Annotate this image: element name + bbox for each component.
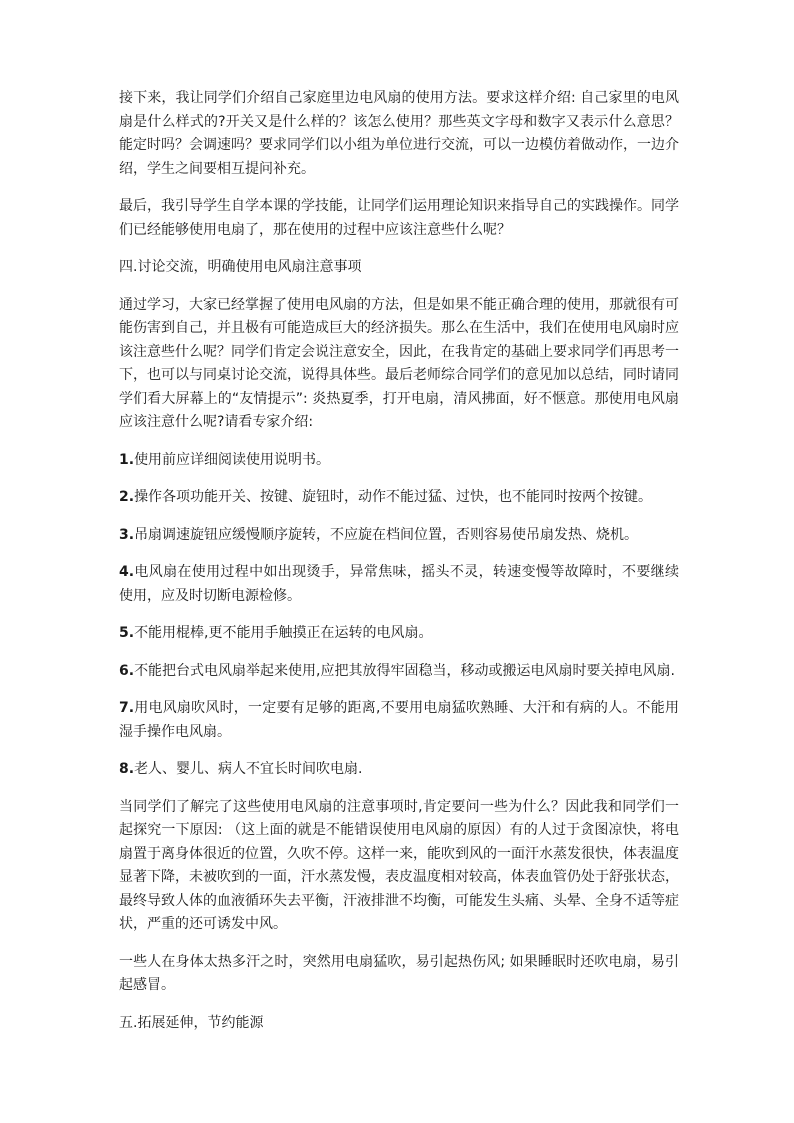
paragraph-cold-warning: 一些人在身体太热多汗之时，突然用电扇猛吹，易引起热伤风; 如果睡眠时还吹电扇，易引起感冒。 bbox=[119, 953, 679, 993]
tip-number: 3. bbox=[119, 526, 135, 543]
tip-number: 6. bbox=[119, 662, 135, 679]
tip-item-4 bbox=[119, 561, 679, 608]
paragraph-discussion-intro: 通过学习，大家已经掌握了使用电风扇的方法，但是如果不能正确合理的使用，那就很有可能伤害到自己，并且极有可能造成巨大的经济损失。那么在生活中，我们在使用电风扇时应该注意些什么呢？同学们肯定会说注意安全，因此，在我肯定的基础上要求同学们再思考一下，也可以与同桌讨论交流，说得具体些。最后老师综合同学们的意见加以总结，同时请同学们看大屏幕上的“友情提示”: 炎热夏季，打开电扇，清风拂面，好不惬意。那使用电风扇应该注意什么呢?请看专家介绍: bbox=[119, 296, 679, 430]
tip-item-6 bbox=[119, 660, 679, 684]
tip-text: 操作各项功能开关、按键、旋钮时，动作不能过猛、过快，也不能同时按两个按键。 bbox=[134, 489, 653, 505]
tip-item-7 bbox=[119, 697, 679, 744]
section-heading-extension: 五.拓展延伸，节约能源 bbox=[119, 1014, 264, 1031]
tip-text: 吊扇调速旋钮应缓慢顺序旋转，不应旋在档间位置，否则容易使吊扇发热、烧机。 bbox=[134, 526, 639, 543]
tip-text: 老人、婴儿、病人不宜长时间吹电扇. bbox=[134, 761, 363, 777]
tip-item-2 bbox=[119, 486, 679, 510]
tip-text: 用电风扇吹风时，一定要有足够的距离,不要用电扇猛吹熟睡、大汗和有病的人。不能用湿手操作电风扇。 bbox=[119, 700, 679, 740]
tip-number: 4. bbox=[119, 564, 135, 580]
tip-text: 电风扇在使用过程中如出现烫手，异常焦味，摇头不灵，转速变慢等故障时，不要继续使用，应及时切断电源检修。 bbox=[119, 564, 679, 604]
tip-number: 7. bbox=[119, 700, 135, 716]
tip-number: 5. bbox=[119, 625, 135, 641]
tip-item-8 bbox=[119, 758, 679, 782]
tip-number: 8. bbox=[119, 761, 135, 777]
tip-item-5 bbox=[119, 622, 679, 646]
tip-item-1 bbox=[119, 449, 679, 473]
tip-text: 使用前应详细阅读使用说明书。 bbox=[134, 451, 331, 468]
tip-number: 2. bbox=[119, 489, 135, 505]
paragraph-introduce-fans: 接下来，我让同学们介绍自己家庭里边电风扇的使用方法。要求这样介绍: 自己家里的电风扇是什么样式的?开关又是什么样的？该怎么使用？那些英文字母和数字又表示什么意思？能定时吗？会调速吗？要求同学们以小组为单位进行交流，可以一边模仿着做动作，一边介绍，学生之间要相互提问补充。 bbox=[119, 90, 679, 177]
paragraph-self-study: 最后，我引导学生自学本课的学技能，让同学们运用理论知识来指导自己的实践操作。同学们已经能够使用电扇了，那在使用的过程中应该注意些什么呢？ bbox=[119, 198, 679, 238]
tip-number: 1. bbox=[119, 451, 135, 468]
paragraph-explanation: 当同学们了解完了这些使用电风扇的注意事项时,肯定要问一些为什么？因此我和同学们一起探究一下原因: （这上面的就是不能错误使用电风扇的原因）有的人过于贪图凉快，将电扇置于离身体很近的位置，久吹不停。这样一来，能吹到风的一面汗水蒸发很快，体表温度显著下降，未被吹到的一面，汗水蒸发慢，表皮温度相对较高，体表血管仍处于舒张状态，最终导致人体的血液循环失去平衡，汗液排泄不均衡，可能发生头痛、头晕、全身不适等症状，严重的还可诱发中风。 bbox=[119, 798, 679, 932]
section-heading-discussion: 四.讨论交流，明确使用电风扇注意事项 bbox=[119, 259, 362, 275]
tip-text: 不能把台式电风扇举起来使用,应把其放得牢固稳当，移动或搬运电风扇时要关掉电风扇. bbox=[134, 662, 675, 679]
tip-text: 不能用棍棒,更不能用手触摸正在运转的电风扇。 bbox=[134, 625, 433, 641]
document-page bbox=[119, 87, 679, 1049]
tip-item-3 bbox=[119, 524, 679, 548]
